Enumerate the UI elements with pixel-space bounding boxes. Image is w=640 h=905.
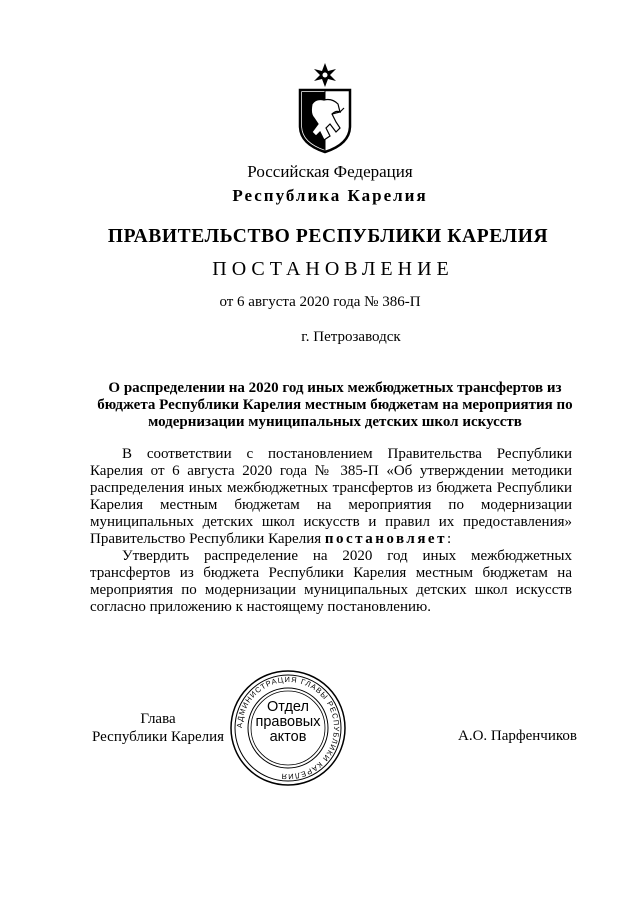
karelia-coat-of-arms-icon xyxy=(296,62,354,154)
stamp-line-3: актов xyxy=(269,729,307,745)
position-line-2: Республики Карелия xyxy=(92,729,225,745)
republic-name: Республика Карелия xyxy=(232,186,428,205)
document-body xyxy=(90,446,572,616)
position-line-1: Глава xyxy=(140,711,176,727)
document-title: О распределении на 2020 год иных межбюджетных трансфертов из бюджета Республики Карелия местным бюджетам на мероприятия по модернизации муниципальных детских школ искусств xyxy=(97,380,573,430)
country-name: Российская Федерация xyxy=(247,162,413,181)
paragraph-1-text: В соответствии с постановлением Правительства Республики Карелия от 6 августа 2020 года № 385-П «Об утверждении методики распределения иных межбюджетных трансфертов из бюджета Республики Карелия местным бюджетам на мероприятия по модернизации муниципальных детских школ искусств и правил их предоставления» Правительство Республики Карелия xyxy=(90,446,572,547)
signatory-name: А.О. Парфенчиков xyxy=(458,728,577,744)
stamp-center-text xyxy=(228,700,348,745)
city-name: г. Петрозаводск xyxy=(301,329,401,345)
date-number-line: от 6 августа 2020 года № 386-П xyxy=(219,294,421,310)
decides-colon: : xyxy=(446,531,452,547)
decides-word: постановляет xyxy=(324,531,447,547)
body-paragraph-1 xyxy=(90,446,572,548)
body-paragraph-2: Утвердить распределение на 2020 год иных межбюджетных трансфертов из бюджета Республики Карелия местным бюджетам на мероприятия по модернизации муниципальных детских школ искусств согласно приложению к настоящему постановлению. xyxy=(90,548,572,615)
signatory-position xyxy=(92,710,224,746)
stamp-line-1: Отдел xyxy=(267,699,309,715)
stamp-line-2: правовых xyxy=(255,714,321,730)
document-type: ПОСТАНОВЛЕНИЕ xyxy=(212,258,454,280)
stamp-ring-text: АДМИНИСТРАЦИЯ ГЛАВЫ РЕСПУБЛИКИ КАРЕЛИЯ xyxy=(234,674,342,782)
government-name: ПРАВИТЕЛЬСТВО РЕСПУБЛИКИ КАРЕЛИЯ xyxy=(107,226,549,247)
